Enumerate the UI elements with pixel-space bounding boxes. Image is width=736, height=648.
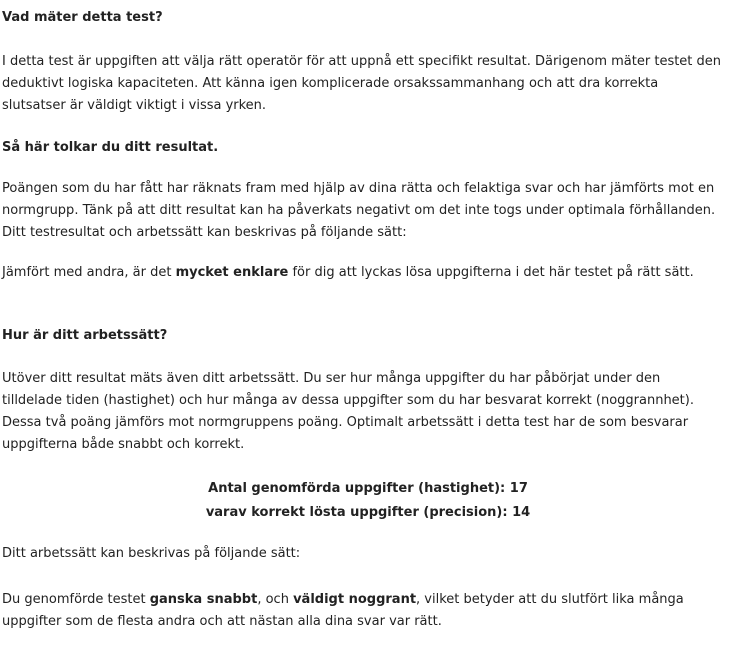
stat-speed: Antal genomförda uppgifter (hastighet): 17 xyxy=(208,481,528,496)
heading-what-is-measured: Vad mäter detta test? xyxy=(2,10,163,25)
result-middle: , och xyxy=(257,592,294,607)
heading-work-method: Hur är ditt arbetssätt? xyxy=(2,328,168,343)
paragraph-comparison xyxy=(2,262,722,284)
paragraph-work-method: Utöver ditt resultat mäts även ditt arbetssätt. Du ser hur många uppgifter du har påbörjat under den tilldelade tiden (hastighet) och hur många av dessa uppgifter som du har besvarat korrekt (noggrannhet). Dessa två poäng jämförs mot normgruppens poäng. Optimalt arbetssätt i detta test har de som besvarar uppgifterna både snabbt och korrekt. xyxy=(2,371,694,452)
result-prefix: Du genomförde testet xyxy=(2,592,150,607)
heading-interpret-result: Så här tolkar du ditt resultat. xyxy=(2,140,219,155)
paragraph-describe: Ditt arbetssätt kan beskrivas på följande sätt: xyxy=(2,546,301,561)
comparison-prefix: Jämfört med andra, är det xyxy=(2,265,176,280)
result-suffix: , vilket betyder att du slutfört lika många uppgifter som de flesta andra och att nästan alla dina svar var rätt. xyxy=(2,592,684,629)
stat-precision: varav korrekt lösta uppgifter (precision): 14 xyxy=(205,505,531,520)
result-speed: ganska snabbt xyxy=(149,592,258,607)
paragraph-score-explanation: Poängen som du har fått har räknats fram med hjälp av dina rätta och felaktiga svar och har jämförts mot en normgrupp. Tänk på att ditt resultat kan ha påverkats negativt om det inte togs under optimala förhållanden. Ditt testresultat och arbetssätt kan beskrivas på följande sätt: xyxy=(2,181,716,240)
comparison-suffix: för dig att lyckas lösa uppgifterna i det här testet på rätt sätt. xyxy=(288,265,694,280)
comparison-emphasis: mycket enklare xyxy=(175,265,289,280)
result-precision: väldigt noggrant xyxy=(293,592,417,607)
paragraph-test-description: I detta test är uppgiften att välja rätt operatör för att uppnå ett specifikt resultat. Därigenom mäter testet den deduktivt logiska kapaciteten. Att känna igen komplicerade orsakssammanhang och att dra korrekta slutsatser är väldigt viktigt i vissa yrken. xyxy=(2,54,722,113)
paragraph-work-result xyxy=(2,589,722,633)
